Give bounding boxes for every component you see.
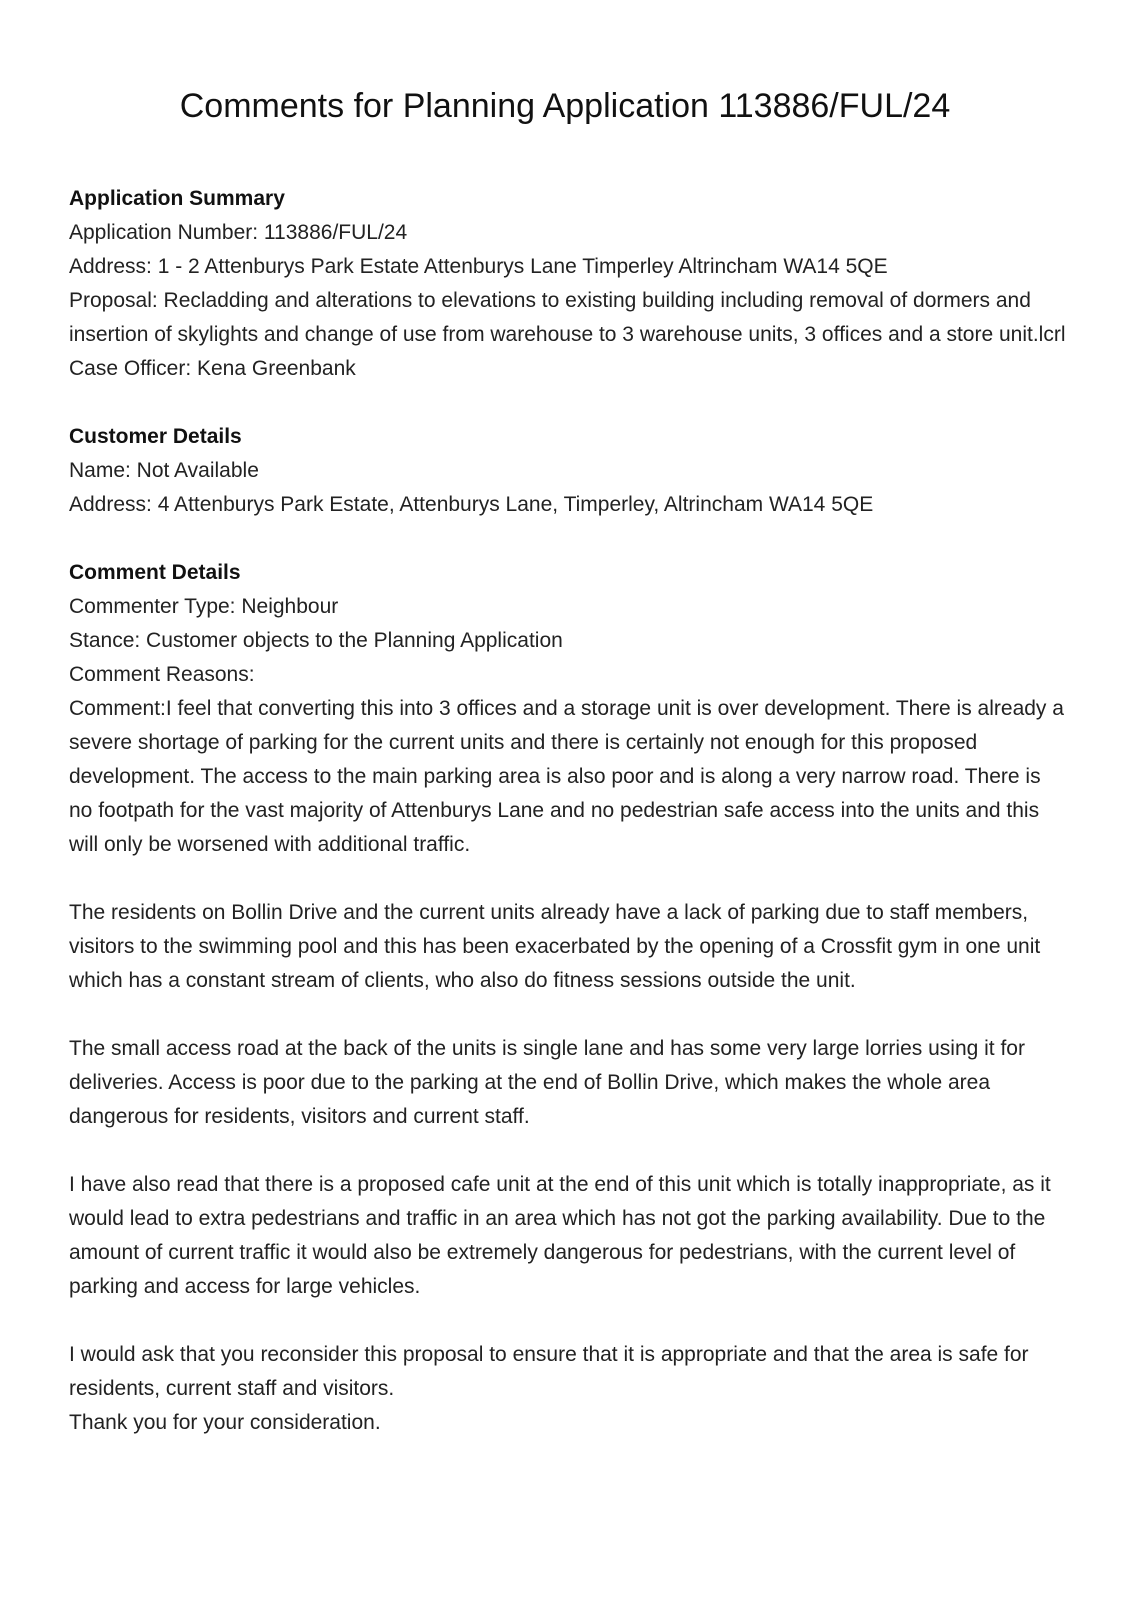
spacer (69, 998, 1069, 1032)
spacer (69, 522, 1069, 556)
customer-details-heading: Customer Details (69, 425, 242, 448)
comment-details-section (69, 556, 1069, 1440)
document-body (69, 182, 1069, 1440)
customer-details-section (69, 420, 1069, 522)
comment-closing: Thank you for your consideration. (69, 1411, 381, 1434)
comment-paragraph: I have also read that there is a proposed cafe unit at the end of this unit which is totally inappropriate, as it would lead to extra pedestrians and traffic in an area which has not got the parking availability. Due to the amount of current traffic it would also be extremely dangerous for pedestrians, with the current level of parking and access for large vehicles. (69, 1173, 1051, 1298)
application-number: Application Number: 113886/FUL/24 (69, 221, 408, 244)
comment-paragraph: The residents on Bollin Drive and the current units already have a lack of parking due to staff members, visitors to the swimming pool and this has been exacerbated by the opening of a Crossfit gym in one unit which has a constant stream of clients, who also do fitness sessions outside the unit. (69, 901, 1041, 992)
stance: Stance: Customer objects to the Planning Application (69, 629, 563, 652)
commenter-type: Commenter Type: Neighbour (69, 595, 339, 618)
application-summary-heading: Application Summary (69, 187, 285, 210)
spacer (69, 1304, 1069, 1338)
application-proposal: Proposal: Recladding and alterations to elevations to existing building including removal of dormers and insertion of skylights and change of use from warehouse to 3 warehouse units, 3 offices and a store unit.lcrl (69, 289, 1066, 346)
comment-paragraph: I would ask that you reconsider this proposal to ensure that it is appropriate and that the area is safe for residents, current staff and visitors. (69, 1343, 1029, 1400)
application-address: Address: 1 - 2 Attenburys Park Estate Attenburys Lane Timperley Altrincham WA14 5QE (69, 255, 888, 278)
comment-reasons: Comment Reasons: (69, 663, 255, 686)
case-officer: Case Officer: Kena Greenbank (69, 357, 356, 380)
spacer (69, 1134, 1069, 1168)
application-summary-section (69, 182, 1069, 386)
comment-paragraph: Comment:I feel that converting this into 3 offices and a storage unit is over development. There is already a severe shortage of parking for the current units and there is certainly not enough for this proposed development. The access to the main parking area is also poor and is along a very narrow road. There is no footpath for the vast majority of Attenburys Lane and no pedestrian safe access into the units and this will only be worsened with additional traffic. (69, 697, 1064, 856)
spacer (69, 862, 1069, 896)
page-title: Comments for Planning Application 113886/FUL/24 (179, 87, 951, 125)
comment-paragraph: The small access road at the back of the units is single lane and has some very large lorries using it for deliveries. Access is poor due to the parking at the end of Bollin Drive, which makes the whole area dangerous for residents, visitors and current staff. (69, 1037, 1025, 1128)
customer-address: Address: 4 Attenburys Park Estate, Attenburys Lane, Timperley, Altrincham WA14 5QE (69, 493, 874, 516)
spacer (69, 386, 1069, 420)
customer-name: Name: Not Available (69, 459, 259, 482)
comment-details-heading: Comment Details (69, 561, 241, 584)
